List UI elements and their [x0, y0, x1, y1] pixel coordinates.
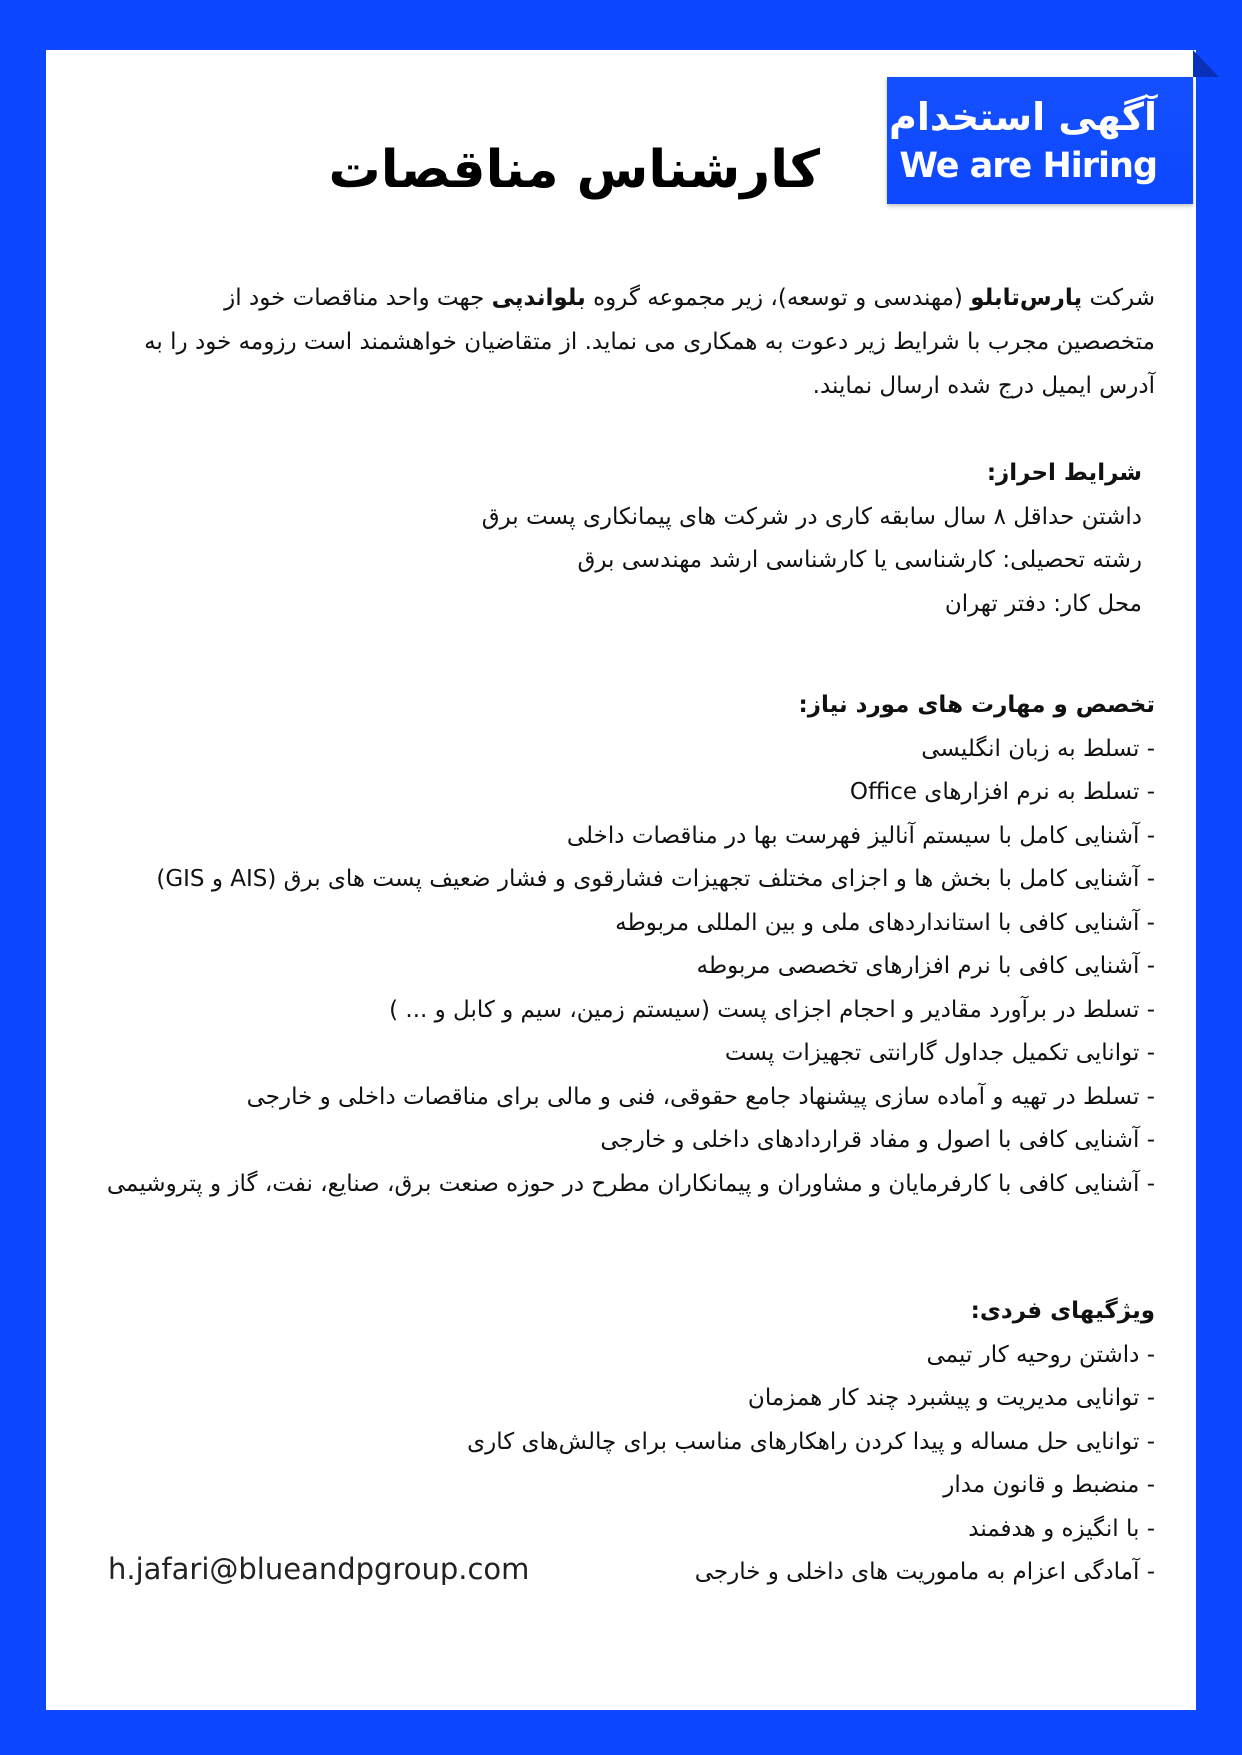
job-title: کارشناس مناقصات [328, 140, 820, 200]
trait-item: - توانایی حل مساله و پیدا کردن راهکارهای مناسب برای چالش‌های کاری [467, 1428, 1155, 1455]
skills-section [90, 684, 1155, 1206]
skill-item: - تسلط به نرم افزارهای Office [849, 779, 1155, 805]
skill-item: - تسلط به زبان انگلیسی [921, 735, 1155, 762]
requirement-item: داشتن حداقل ۸ سال سابقه کاری در شرکت های پیمانکاری پست برق [481, 503, 1142, 530]
trait-item: - آمادگی اعزام به ماموریت های داخلی و خارجی [694, 1559, 1155, 1585]
skills-heading: تخصص و مهارت های مورد نیاز: [798, 692, 1155, 718]
skill-item: - آشنایی کامل با سیستم آنالیز فهرست بها در مناقصات داخلی [566, 822, 1155, 849]
requirement-item: رشته تحصیلی: کارشناسی یا کارشناسی ارشد مهندسی برق [577, 547, 1142, 573]
intro-text-3: جهت واحد مناقصات خود از متخصصین مجرب با شرایط زیر دعوت به همکاری می نماید. از متقاضیان خواهشمند است رزومه خود را به آدرس ایمیل درج شده ارسال نمایند. [144, 285, 1155, 399]
trait-item: - با انگیزه و هدفمند [968, 1515, 1155, 1542]
personal-heading: ویژگیهای فردی: [970, 1298, 1155, 1324]
skill-item: - آشنایی کافی با استانداردهای ملی و بین المللی مربوطه [615, 909, 1155, 936]
personal-traits-section [90, 1290, 1155, 1595]
hiring-badge-fa: آگهی استخدام [888, 95, 1157, 139]
trait-item: - توانایی مدیریت و پیشبرد چند کار همزمان [747, 1385, 1155, 1411]
skill-item: - توانایی تکمیل جداول گارانتی تجهیزات پست [724, 1040, 1155, 1066]
skill-item: - آشنایی کافی با نرم افزارهای تخصصی مربوطه [696, 953, 1155, 979]
contact-email[interactable]: h.jafari@blueandpgroup.com [108, 1552, 530, 1586]
trait-item: - داشتن روحیه کار تیمی [926, 1341, 1155, 1368]
requirements-heading: شرایط احراز: [986, 460, 1142, 486]
skill-item: - تسلط در تهیه و آماده سازی پیشنهاد جامع حقوقی، فنی و مالی برای مناقصات داخلی و خارجی [246, 1083, 1155, 1110]
skill-item: - آشنایی کافی با کارفرمایان و مشاوران و پیمانکاران مطرح در حوزه صنعت برق، صنایع، نفت، گاز و پتروشیمی [106, 1170, 1155, 1197]
requirements-section [102, 452, 1142, 626]
company-name: پارس‌تابلو [970, 285, 1083, 311]
group-name: بلواندپی [491, 285, 586, 311]
skill-item: - آشنایی کامل با بخش ها و اجزای مختلف تجهیزات فشارقوی و فشار ضعیف پست های برق (AIS و GIS) [156, 866, 1155, 892]
skill-item: - آشنایی کافی با اصول و مفاد قراردادهای داخلی و خارجی [600, 1127, 1155, 1153]
skill-item: - تسلط در برآورد مقادیر و احجام اجزای پست (سیستم زمین، سیم و کابل و ... ) [389, 996, 1155, 1023]
intro-text-2: (مهندسی و توسعه)، زیر مجموعه گروه [585, 285, 971, 311]
trait-item: - منضبط و قانون مدار [943, 1472, 1155, 1498]
intro-paragraph [120, 276, 1155, 408]
hiring-badge-en: We are Hiring [899, 146, 1157, 186]
ribbon-fold [1193, 50, 1219, 77]
hiring-badge [887, 77, 1193, 204]
requirement-item: محل کار: دفتر تهران [944, 590, 1142, 617]
intro-text-1: شرکت [1082, 285, 1155, 311]
